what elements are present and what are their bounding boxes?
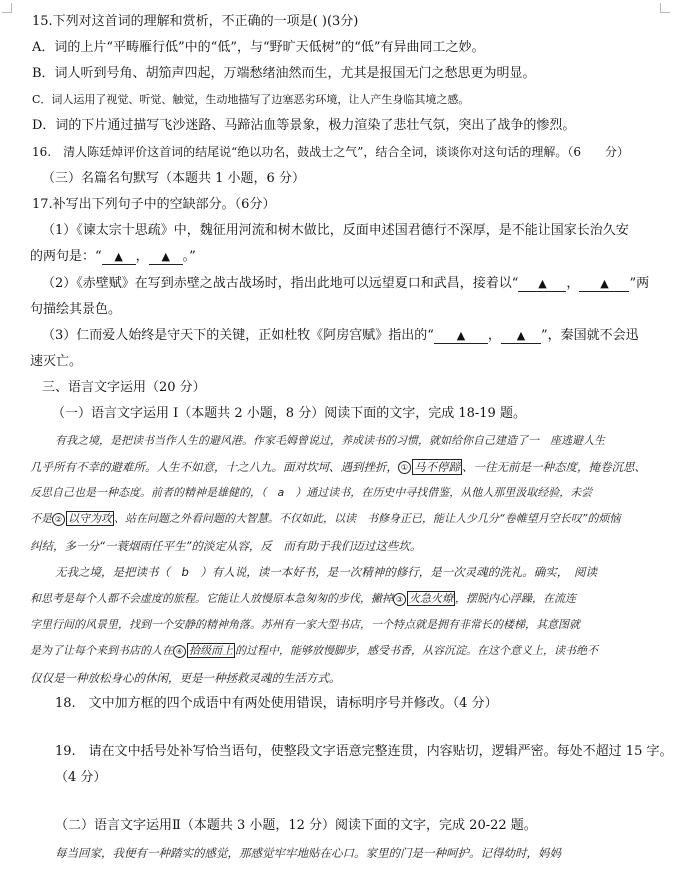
passage1-line3: 反思自己也是一种态度。前者的精神是雄健的，（ a ）通过读书，在历史中寻找借鉴，从他人那里汲取经验，未尝: [30, 486, 593, 499]
passage1-line4-post: 、站在问题之外看问题的大智慧。不仅如此，以读 书修身正已，能让人少几分“卷帷望月空长叹”的烦恼: [114, 512, 621, 525]
q17-item2-prefix: （2）《赤壁赋》在写到赤壁之战古战场时，指出此地可以远望夏口和武昌，接着以“: [42, 276, 519, 291]
q15-option-c: C．词人运用了视觉、听觉、触觉，生动地描写了边塞恶劣环境，让人产生身临其境之感。: [32, 93, 470, 106]
passage2-line4: [30, 642, 598, 660]
passage1-line4: [30, 510, 620, 528]
crop-mark-top-right: [660, 3, 670, 13]
q15-option-b: B．词人听到号角、胡笳声四起，万端愁绪油然而生，尤其是报国无门之愁思更为明显。: [32, 66, 536, 81]
q17-item1-suffix: 。”: [182, 249, 196, 264]
q17-item2-sep: ，: [566, 276, 580, 291]
passage2-line5: 仅仅是一种放松身心的休闲，更是一种拯救灵魂的生活方式。: [30, 671, 341, 685]
q17-stem: 17.补写出下列句子中的空缺部分。（6分）: [32, 197, 276, 212]
q16-text: 16. 清人陈廷焯评价这首词的结尾说“绝以功名，鼓战士之气”，结合全词，谈谈你对这句话的理解。（6 分）: [32, 145, 629, 159]
idiom-box-4: 拾级而上: [189, 644, 233, 657]
q17-item3-prefix: （3）仁而爱人始终是守天下的关键，正如杜牧《阿房宫赋》指出的“: [42, 328, 434, 343]
passage1-line5: 纠结，多一分“一蓑烟雨任平生”的淡定从容，反 而有助于我们迈过这些坎。: [30, 539, 422, 553]
crop-mark-top-left: [2, 3, 12, 13]
passage1-line2-pre: 几乎所有不幸的避难所。人生不如意，十之八九。面对坎坷、遇到挫折，: [30, 460, 398, 474]
part3-sub1-heading: （一）语言文字运用 I（本题共 2 小题，8 分）阅读下面的文字，完成 18-19 题。: [52, 406, 526, 421]
q15-stem: 15.下列对这首词的理解和赏析，不正确的一项是( )(3分): [32, 14, 359, 29]
passage1-line1: 有我之境，是把读书当作人生的避风港。作家毛姆曾说过，养成读书的习惯，就如给你自己建造了一 座逃避人生: [55, 434, 605, 447]
q17-item3-suffix: ”，秦国就不会迅: [540, 328, 639, 343]
part3-sub2-heading: （二）语言文字运用Ⅱ（本题共 3 小题，12 分）阅读下面的文字，完成 20-22 题。: [55, 818, 537, 833]
q17-blank-3: ▲: [518, 277, 566, 292]
q17-blank-4: ▲: [579, 277, 629, 292]
idiom-box-3: 火急火燎: [409, 592, 453, 605]
q15-option-d: D．词的下片通过描写飞沙迷路、马蹄沾血等景象，极力渲染了悲壮气氛，突出了战争的惨烈。: [32, 118, 576, 133]
passage2-line2-pre: 和思考是每个人都不会虚度的旅程。它能让人放慢原本急匆匆的步伐，撇掉: [30, 592, 393, 605]
q19-line2: （4 分）: [55, 770, 107, 785]
idiom-number-2: ②: [52, 513, 65, 526]
q17-blank-2: ▲: [149, 250, 183, 265]
passage1-line2: [30, 458, 646, 476]
q17-blank-1: ▲: [102, 250, 136, 265]
passage2-line4-pre: 是为了让每个来到书店的人在: [30, 644, 173, 657]
q17-item1-sep: ，: [135, 249, 149, 264]
q17-item3-line1: [42, 327, 639, 345]
section3-heading: （三）名篇名句默写（本题共 1 小题，6 分）: [42, 171, 305, 186]
q17-item2-suffix: ”两: [629, 276, 650, 291]
passage1-line4-pre: 不是: [30, 512, 52, 525]
passage2-line3: 字里行间的风景里，找到一个安静的精神角落。苏州有一家大型书店，一个特点就是拥有非常长的楼梯，其意图就: [30, 618, 580, 631]
q17-item3-line2: 速灭亡。: [30, 354, 83, 369]
q17-item1-line2: [30, 248, 196, 266]
q18-text: 18. 文中加方框的四个成语中有两处使用错误，请标明序号并修改。（4 分）: [55, 696, 498, 711]
passage3-line1: 每当回家，我便有一种踏实的感觉，那感觉牢牢地贴在心口。家里的门是一种呵护。记得幼时，妈妈: [55, 846, 561, 860]
q15-option-a: A．词的上片“平畴雁行低”中的“低”，与“野旷天低树”的“低”有异曲同工之妙。: [32, 40, 485, 55]
q17-blank-6: ▲: [501, 329, 541, 344]
idiom-box-1: 马不停蹄: [414, 460, 460, 474]
passage2-line2-post: ，摆脱内心浮躁，在流连: [455, 592, 576, 605]
passage2-line4-post: 的过程中，能够放慢脚步，感受书香，从容沉淀。在这个意义上，读书绝不: [235, 644, 598, 657]
q17-item1-line1: （1）《谏太宗十思疏》中，魏征用河流和树木做比，反面申述国君德行不深厚，是不能让国家长治久安: [42, 223, 629, 238]
idiom-number-3: ③: [393, 593, 406, 606]
q17-blank-5: ▲: [434, 329, 488, 344]
idiom-number-4: ④: [173, 645, 186, 658]
q17-item2-line2: 句描绘其景色。: [30, 302, 122, 317]
q17-item3-sep: ，: [487, 328, 501, 343]
passage2-line2: [30, 590, 576, 608]
passage2-line1: 无我之境，是把读书（ b ）有人说，读一本好书，是一次精神的修行，是一次灵魂的洗礼。确实， 阅读: [55, 565, 598, 579]
passage1-line2-post: 、一往无前是一种态度，掩卷沉思、: [462, 460, 646, 474]
idiom-number-1: ①: [398, 461, 411, 474]
q17-item1-prefix: 的两句是：“: [30, 249, 102, 264]
part3-heading: 三、语言文字运用（20 分）: [42, 380, 206, 395]
q19-line1: 19. 请在文中括号处补写恰当语句，使整段文字语意完整连贯，内容贴切，逻辑严密。每处不超过 15 字。: [55, 744, 673, 759]
idiom-box-2: 以守为攻: [68, 512, 112, 525]
q17-item2-line1: [42, 275, 649, 293]
